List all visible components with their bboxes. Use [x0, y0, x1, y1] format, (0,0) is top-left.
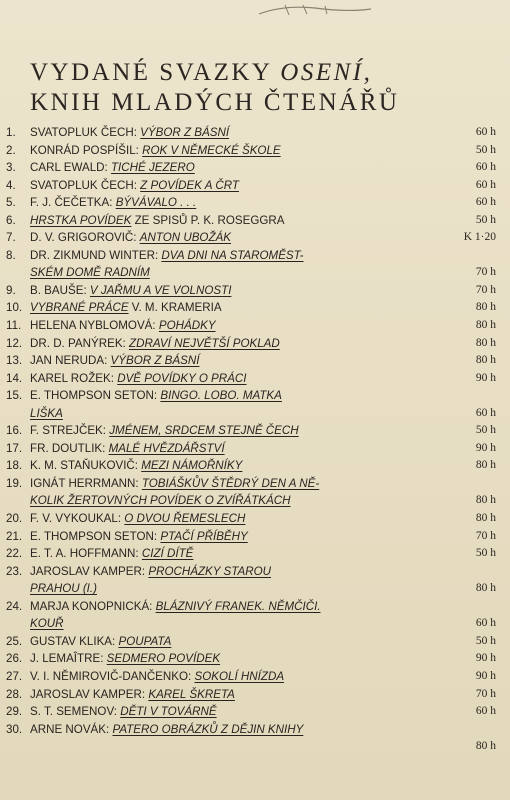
volume-price: 50 h	[475, 634, 496, 647]
volume-price: 80 h	[475, 494, 496, 507]
volume-entry	[30, 194, 196, 212]
volume-entry	[30, 159, 195, 177]
volume-number: 17.	[6, 441, 23, 455]
volume-entry	[30, 335, 280, 353]
volume-row-continuation	[6, 492, 496, 510]
volume-entry	[30, 317, 216, 335]
volume-author: V. I. NĚMIROVIČ-DANČENKO:	[30, 669, 195, 683]
volume-price: 80 h	[475, 459, 496, 472]
volume-row	[6, 352, 496, 370]
volume-price: 80 h	[475, 319, 496, 332]
volume-number: 27.	[6, 669, 23, 683]
volume-row	[6, 440, 496, 458]
volume-number: 24.	[6, 599, 23, 613]
volume-author: IGNÁT HERRMANN:	[30, 476, 142, 490]
volume-row	[6, 177, 496, 195]
volume-author: CARL EWALD:	[30, 161, 111, 175]
volume-row-continuation	[6, 738, 496, 756]
volume-title: PATERO OBRÁZKŮ Z DĚJIN KNIHY	[112, 722, 304, 736]
volume-title: DVA DNI NA STAROMĚST-	[161, 248, 304, 262]
volume-price: 80 h	[475, 740, 496, 753]
volume-title: TOBIÁŠKŮV ŠTĚDRÝ DEN A NĚ-	[141, 476, 320, 490]
volume-price: 50 h	[475, 547, 496, 560]
volume-title: PTAČÍ PŘÍBĚHY	[160, 529, 248, 543]
volume-row-continuation	[6, 264, 496, 282]
volume-title: KAREL ŠKRETA	[148, 687, 235, 701]
volume-entry	[30, 142, 281, 160]
volume-price: 50 h	[475, 424, 496, 437]
volume-author: ARNE NOVÁK:	[30, 722, 113, 736]
volume-number: 9.	[6, 283, 16, 297]
volume-author: DR. ZIKMUND WINTER:	[30, 248, 162, 262]
volume-title: BLÁZNIVÝ FRANEK. NĚMČIČI.	[155, 599, 321, 613]
pencil-mark	[255, 2, 375, 18]
volume-price: 80 h	[475, 582, 496, 595]
volume-price: 70 h	[475, 687, 496, 700]
volume-author: D. V. GRIGOROVIČ:	[30, 231, 140, 245]
volume-row-continuation	[6, 615, 496, 633]
volume-title: PROCHÁZKY STAROU	[148, 564, 271, 578]
volume-row	[6, 194, 496, 212]
volume-row	[6, 668, 496, 686]
volume-author: SVATOPLUK ČECH:	[30, 126, 141, 139]
volume-author: K. M. STAŇUKOVIČ:	[30, 459, 142, 473]
volume-row	[6, 422, 496, 440]
volume-entry	[30, 457, 242, 475]
volume-row	[6, 370, 496, 388]
volume-author: JAN NERUDA:	[30, 354, 111, 368]
volume-price: 60 h	[475, 178, 496, 191]
volume-row	[6, 387, 496, 405]
volume-row	[6, 563, 496, 581]
volume-number: 25.	[6, 634, 23, 648]
volume-entry	[30, 247, 304, 265]
volume-price: 60 h	[475, 406, 496, 419]
volume-price: 60 h	[475, 705, 496, 718]
volume-title: POHÁDKY	[158, 319, 216, 333]
volume-number: 13.	[6, 354, 23, 368]
volume-price: 50 h	[475, 213, 496, 226]
volume-entry	[30, 510, 245, 528]
volume-number: 6.	[6, 213, 16, 227]
volume-entry	[30, 686, 235, 704]
volume-entry	[30, 440, 225, 458]
volume-title-suffix: V. M. KRAMERIA	[128, 301, 222, 315]
volume-title: VÝBOR Z BÁSNÍ	[110, 354, 200, 368]
volume-number: 18.	[6, 459, 23, 473]
volume-row	[6, 299, 496, 317]
volume-price: 80 h	[475, 512, 496, 525]
volume-row	[6, 142, 496, 160]
volume-price: 90 h	[475, 652, 496, 665]
volume-row-continuation	[6, 405, 496, 423]
volume-author: F. STREJČEK:	[30, 424, 110, 438]
volume-entry	[30, 528, 248, 546]
volume-row	[6, 528, 496, 546]
volume-author: E. THOMPSON SETON:	[30, 529, 161, 543]
volume-author: J. LEMAÎTRE:	[30, 652, 107, 666]
volume-entry	[30, 650, 220, 668]
volume-title-continued: LIŠKA	[30, 406, 63, 420]
title-line-2: KNIH MLADÝCH ČTENÁŘŮ	[30, 89, 400, 116]
volume-author: HELENA NYBLOMOVÁ:	[30, 319, 159, 333]
series-name: OSENÍ,	[280, 59, 373, 86]
volume-number: 10.	[6, 301, 23, 315]
volume-row	[6, 317, 496, 335]
volume-row	[6, 650, 496, 668]
volume-number: 15.	[6, 389, 23, 403]
volume-author: E. T. A. HOFFMANN:	[30, 547, 142, 561]
volume-number: 26.	[6, 652, 23, 666]
volume-number: 12.	[6, 336, 23, 350]
volume-entry	[30, 422, 299, 440]
volume-title-continued: SKÉM DOMĚ RADNÍM	[30, 266, 150, 280]
volume-row	[6, 721, 496, 739]
volume-row	[6, 229, 496, 247]
volume-title: BÝVÁVALO . . .	[115, 196, 197, 210]
volume-entry	[30, 177, 239, 195]
volume-price: 60 h	[475, 161, 496, 174]
volume-title: Z POVÍDEK A ČRT	[140, 178, 239, 192]
volume-number: 7.	[6, 231, 16, 245]
volume-list	[6, 124, 496, 756]
volume-number: 20.	[6, 512, 23, 526]
volume-title: BINGO. LOBO. MATKA	[160, 389, 282, 403]
volume-price: 70 h	[475, 529, 496, 542]
volume-title: DĚTI V TOVÁRNĚ	[120, 705, 217, 719]
volume-number: 14.	[6, 371, 23, 385]
volume-number: 4.	[6, 178, 16, 192]
volume-entry	[30, 563, 271, 581]
volume-author: MARJA KONOPNICKÁ:	[30, 599, 156, 613]
volume-title: ZDRAVÍ NEJVĚTŠÍ POKLAD	[129, 336, 280, 350]
volume-row	[6, 686, 496, 704]
volume-title: O DVOU ŘEMESLECH	[124, 512, 246, 526]
volume-title: ROK V NĚMECKÉ ŠKOLE	[142, 143, 281, 157]
volume-entry	[30, 545, 193, 563]
volume-title: CIZÍ DÍTĚ	[141, 547, 194, 561]
page-title	[30, 58, 490, 118]
volume-number: 29.	[6, 705, 23, 719]
volume-row	[6, 703, 496, 721]
volume-author: GUSTAV KLIKA:	[30, 634, 119, 648]
volume-title: MEZI NÁMOŘNÍKY	[141, 459, 243, 473]
volume-title: TICHÉ JEZERO	[110, 161, 195, 175]
volume-entry	[30, 212, 285, 230]
volume-row	[6, 457, 496, 475]
volume-row	[6, 598, 496, 616]
volume-entry	[30, 668, 284, 686]
volume-number: 5.	[6, 196, 16, 210]
volume-row	[6, 159, 496, 177]
volume-number: 19.	[6, 476, 23, 490]
volume-author: F. J. ČEČETKA:	[30, 196, 116, 210]
volume-row	[6, 124, 496, 142]
volume-row	[6, 510, 496, 528]
volume-author: JAROSLAV KAMPER:	[30, 687, 149, 701]
volume-author: F. V. VYKOUKAL:	[30, 512, 125, 526]
volume-author: S. T. SEMENOV:	[30, 705, 121, 719]
volume-price: 80 h	[475, 336, 496, 349]
volume-number: 22.	[6, 547, 23, 561]
volume-row	[6, 247, 496, 265]
volume-entry	[30, 352, 199, 370]
volume-author: KAREL ROŽEK:	[30, 371, 118, 385]
volume-price: 70 h	[475, 283, 496, 296]
volume-title: POUPATA	[118, 634, 172, 648]
volume-number: 23.	[6, 564, 23, 578]
volume-row	[6, 282, 496, 300]
volume-price: 90 h	[475, 441, 496, 454]
volume-entry	[30, 370, 247, 388]
volume-title: JMÉNEM, SRDCEM STEJNĚ ČECH	[109, 424, 299, 438]
volume-number: 8.	[6, 248, 16, 262]
volume-number: 2.	[6, 143, 16, 157]
title-line-1	[30, 58, 490, 88]
volume-author: SVATOPLUK ČECH:	[30, 178, 141, 192]
volume-author: DR. D. PANÝREK:	[30, 336, 129, 350]
volume-title: HRSTKA POVÍDEK	[30, 213, 132, 227]
volume-price: 60 h	[475, 126, 496, 138]
volume-author: JAROSLAV KAMPER:	[30, 564, 149, 578]
volume-number: 16.	[6, 424, 23, 438]
volume-entry	[30, 598, 321, 616]
volume-price: 90 h	[475, 669, 496, 682]
volume-title: DVĚ POVÍDKY O PRÁCI	[117, 371, 247, 385]
volume-title: VÝBOR Z BÁSNÍ	[140, 126, 230, 139]
volume-title: MALÉ HVĚZDÁŘSTVÍ	[108, 441, 225, 455]
volume-number: 3.	[6, 161, 16, 175]
volume-title-continued: KOUŘ	[30, 617, 64, 631]
volume-title: SOKOLÍ HNÍZDA	[194, 669, 285, 683]
volume-number: 11.	[6, 319, 22, 333]
volume-title-continued: PRAHOU (I.)	[30, 582, 97, 596]
volume-title: SEDMERO POVÍDEK	[106, 652, 221, 666]
volume-entry	[30, 124, 229, 142]
volume-author: FR. DOUTLIK:	[30, 441, 109, 455]
volume-row-continuation	[6, 580, 496, 598]
volume-title-suffix: ZE SPISŮ P. K. ROSEGGRA	[131, 213, 285, 227]
volume-number: 28.	[6, 687, 23, 701]
volume-entry	[30, 721, 303, 739]
volume-author: KONRÁD POSPÍŠIL:	[30, 143, 143, 157]
volume-number: 21.	[6, 529, 23, 543]
volume-price: K 1·20	[463, 231, 496, 244]
volume-entry	[30, 387, 282, 405]
volume-row	[6, 335, 496, 353]
volume-row	[6, 212, 496, 230]
volume-author: E. THOMPSON SETON:	[30, 389, 161, 403]
volume-entry	[30, 282, 231, 300]
volume-price: 90 h	[475, 371, 496, 384]
volume-title: VYBRANÉ PRÁCE	[30, 301, 129, 315]
volume-entry	[30, 299, 222, 317]
volume-entry	[30, 229, 231, 247]
volume-title-continued: KOLIK ŽERTOVNÝCH POVÍDEK O ZVÍŘÁTKÁCH	[30, 494, 291, 508]
volume-title: V JAŘMU A VE VOLNOSTI	[89, 283, 232, 297]
volume-number: 1.	[6, 126, 16, 139]
volume-entry	[30, 475, 319, 493]
volume-row	[6, 545, 496, 563]
volume-price: 80 h	[475, 301, 496, 314]
volume-row	[6, 475, 496, 493]
title-prefix: VYDANÉ SVAZKY	[30, 59, 272, 86]
volume-price: 50 h	[475, 143, 496, 156]
volume-price: 80 h	[475, 354, 496, 367]
volume-price: 60 h	[475, 196, 496, 209]
volume-entry	[30, 703, 217, 721]
volume-title: ANTON UBOŽÁK	[139, 231, 231, 245]
volume-price: 60 h	[475, 617, 496, 630]
volume-entry	[30, 633, 171, 651]
volume-price: 70 h	[475, 266, 496, 279]
volume-row	[6, 633, 496, 651]
volume-author: B. BAUŠE:	[30, 283, 90, 297]
volume-number: 30.	[6, 722, 23, 736]
